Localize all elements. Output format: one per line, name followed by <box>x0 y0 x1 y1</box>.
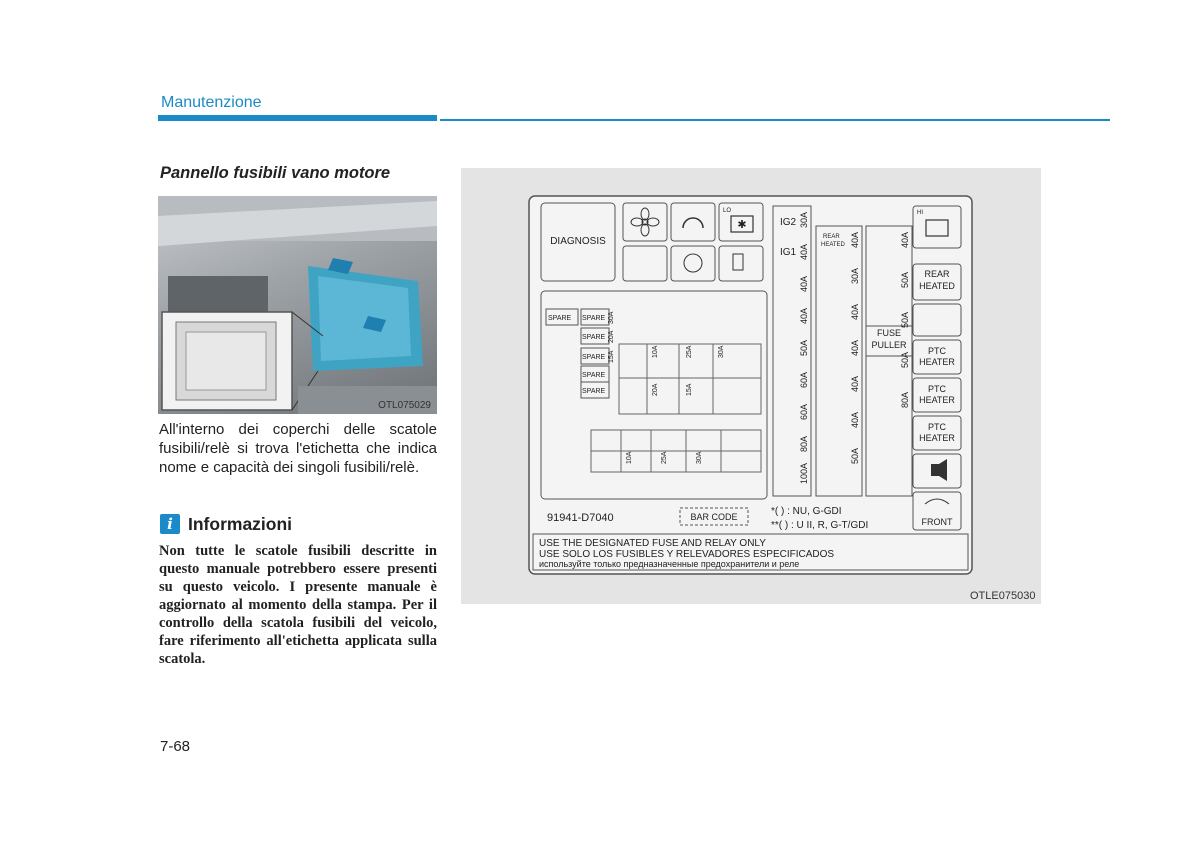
fuse-amp-label: 100A <box>799 462 809 484</box>
mini-fuse-amp-label: 30A <box>696 451 703 464</box>
page-number: 7-68 <box>160 738 191 755</box>
warning-line-2: USE SOLO LOS FUSIBLES Y RELEVADORES ESPECIFICADOS <box>539 549 835 560</box>
ptc-heater-3-label-1: PTC <box>928 346 946 356</box>
hi-label: HI <box>917 210 923 216</box>
header-rule-thin <box>440 119 1110 121</box>
bar-code-label: BAR CODE <box>690 512 738 522</box>
svg-text:SPARE: SPARE <box>582 334 606 341</box>
engine-fuse-box-photo <box>158 196 437 414</box>
svg-text:SPARE: SPARE <box>582 315 606 322</box>
mini-fuse-amp-label: 15A <box>686 383 693 396</box>
svg-text:SPARE: SPARE <box>582 372 606 379</box>
svg-text:REAR: REAR <box>823 234 840 240</box>
engine-photo-illustration <box>158 196 437 414</box>
warning-line-3: используйте только предназначенные предохранители и реле <box>539 559 800 569</box>
fuse-amp-label: 60A <box>799 371 809 388</box>
diagram-caption: OTLE075030 <box>970 590 1036 602</box>
svg-text:SPARE: SPARE <box>548 315 572 322</box>
rear-heated-label-2: HEATED <box>919 281 955 291</box>
part-number: 91941-D7040 <box>547 512 614 524</box>
section-header-title: Manutenzione <box>161 94 262 111</box>
fuse-amp-label: 50A <box>900 351 910 368</box>
header-rule-thick <box>158 115 437 121</box>
fuse-amp-label: 50A <box>799 339 809 356</box>
fuse-amp-label: 50A <box>900 311 910 328</box>
fuse-amp-label: 30A <box>850 267 860 284</box>
fuse-amp-label: 40A <box>799 307 809 324</box>
svg-text:✱: ✱ <box>737 219 747 231</box>
info-paragraph: Non tutte le scatole fusibili descritte in questo manuale potrebbero essere presenti su questo veicolo. I presente manuale è aggiornato al momento della stampa. Per il controllo della scatola fusibili del veicolo, fare riferimento all'etichetta applicata sulla scatola. <box>159 543 437 667</box>
lo-label: LO <box>723 208 732 214</box>
svg-text:PULLER: PULLER <box>871 340 907 350</box>
fuse-amp-label: 40A <box>799 243 809 260</box>
mini-fuse-amp-label: 10A <box>626 451 633 464</box>
mini-fuse-amp-label: 25A <box>686 345 693 358</box>
ptc-heater-1-label-1: PTC <box>928 422 946 432</box>
diagnosis-label: DIAGNOSIS <box>550 236 606 247</box>
fuse-amp-label: 40A <box>850 339 860 356</box>
svg-text:IG1: IG1 <box>780 247 797 258</box>
note-1: *( ) : NU, G-GDI <box>771 506 842 517</box>
rear-heated-label-1: REAR <box>924 269 950 279</box>
ptc-heater-1-label-2: HEATER <box>919 433 955 443</box>
svg-text:SPARE: SPARE <box>582 388 606 395</box>
svg-text:FUSE: FUSE <box>876 328 902 338</box>
fuse-amp-label: 80A <box>900 391 910 408</box>
fuse-amp-label: 30A <box>799 211 809 228</box>
svg-text:SPARE: SPARE <box>582 354 606 361</box>
fuse-box-diagram <box>461 168 1041 604</box>
note-2: **( ) : U II, R, G-T/GDI <box>771 520 869 531</box>
fuse-amp-label: 60A <box>799 403 809 420</box>
fuse-amp-label: 40A <box>900 231 910 248</box>
warning-line-1: USE THE DESIGNATED FUSE AND RELAY ONLY <box>539 538 766 549</box>
section-title: Pannello fusibili vano motore <box>160 164 391 182</box>
mini-fuse-amp-label: 30A <box>718 345 725 358</box>
ptc-heater-3-label-2: HEATER <box>919 357 955 367</box>
svg-text:IG2: IG2 <box>780 217 797 228</box>
ptc-heater-2-label-1: PTC <box>928 384 946 394</box>
fuse-amp-label: 80A <box>799 435 809 452</box>
body-paragraph: All'interno dei coperchi delle scatole fusibili/relè si trova l'etichetta che indica nome e capacità dei singoli fusibili/relè. <box>159 421 437 476</box>
info-icon: i <box>160 514 180 534</box>
mini-fuse-amp-label: 20A <box>652 383 659 396</box>
fuse-amp-label: 40A <box>850 411 860 428</box>
fuse-amp-label: 40A <box>850 375 860 392</box>
front-label: FRONT <box>921 517 953 527</box>
fuse-amp-label: 40A <box>850 303 860 320</box>
fuse-amp-label: 40A <box>850 231 860 248</box>
info-title: Informazioni <box>188 514 293 534</box>
fuse-amp-label: 50A <box>850 447 860 464</box>
mini-fuse-amp-label: 15A <box>608 350 615 363</box>
mini-fuse-amp-label: 20A <box>608 330 615 343</box>
fuse-box-diagram-panel <box>461 168 1041 604</box>
mini-fuse-amp-label: 10A <box>652 345 659 358</box>
photo-caption: OTL075029 <box>378 400 431 411</box>
mini-fuse-amp-label: 25A <box>661 451 668 464</box>
fuse-amp-label: 50A <box>900 271 910 288</box>
svg-text:HEATED: HEATED <box>821 242 845 248</box>
mini-fuse-amp-label: 30A <box>608 311 615 324</box>
fuse-amp-label: 40A <box>799 275 809 292</box>
ptc-heater-2-label-2: HEATER <box>919 395 955 405</box>
